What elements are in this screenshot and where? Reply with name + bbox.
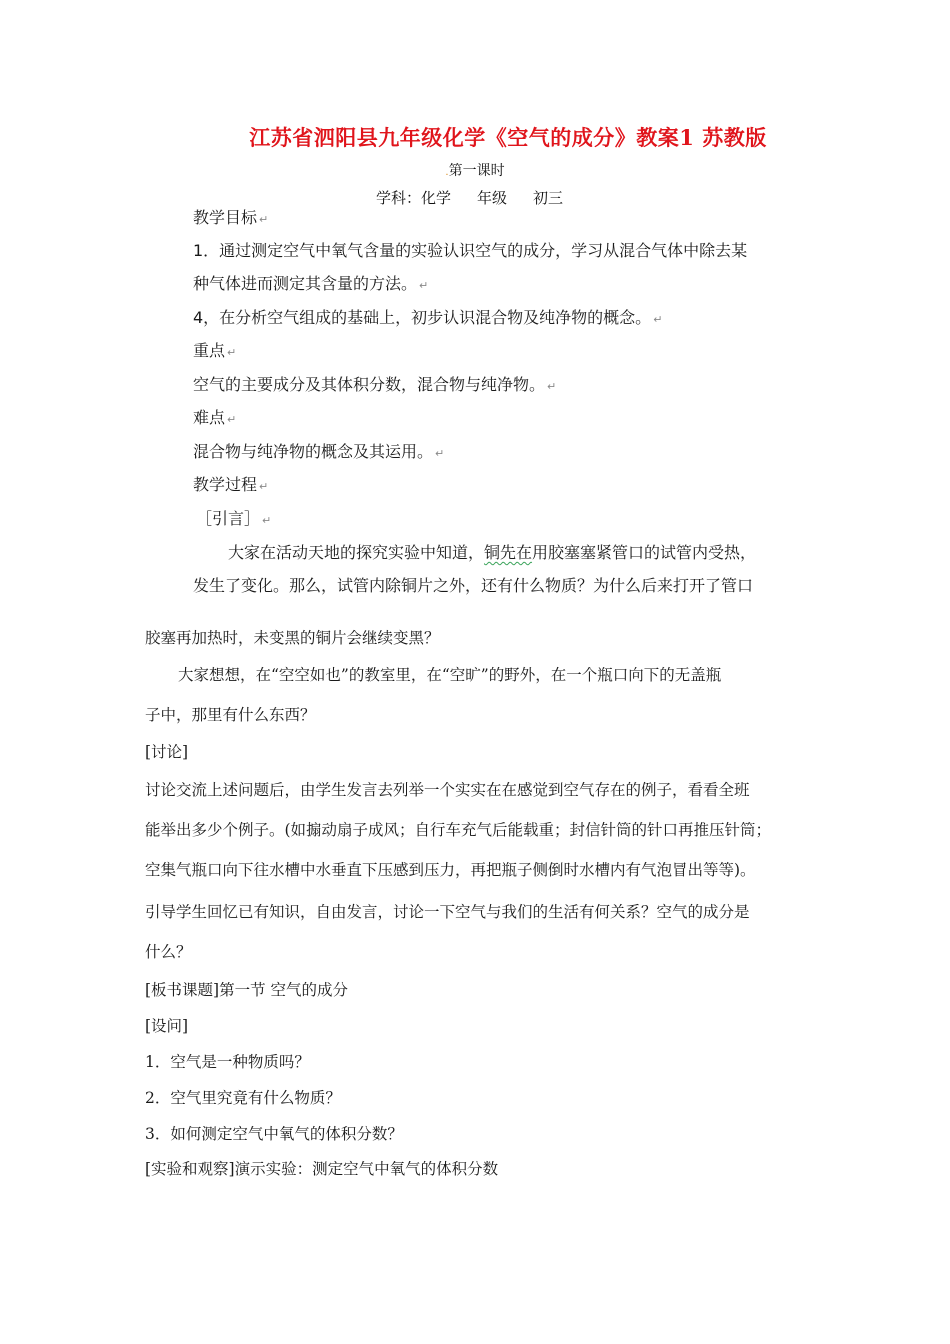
body-line-5: 讨论交流上述问题后，由学生发言去列举一个实实在在感觉到空气存在的例子，看看全班 xyxy=(145,781,750,799)
key-points-text: 空气的主要成分及其体积分数，混合物与纯净物。 ↵ xyxy=(193,375,557,394)
body-line-2: 大家想想，在“空空如也”的教室里，在“空旷”的野外，在一个瓶口向下的无盖瓶 xyxy=(178,666,722,684)
goal-4: 4，在分析空气组成的基础上，初步认识混合物及纯净物的概念。 ↵ xyxy=(193,308,663,327)
question-1: 1．空气是一种物质吗？ xyxy=(145,1053,310,1071)
body-line-9: 什么？ xyxy=(145,943,192,961)
grade-label: 年级 xyxy=(477,189,508,207)
subject-line xyxy=(376,187,589,208)
paragraph-mark: ↵ xyxy=(227,346,237,359)
paragraph-mark: ↵ xyxy=(547,380,557,393)
goal-1-line-1: 1．通过测定空气中氧气含量的实验认识空气的成分，学习从混合气体中除去某 xyxy=(193,241,748,260)
paragraph-mark: ↵ xyxy=(262,514,272,527)
grammar-flagged-text: 铜先在 xyxy=(484,543,533,562)
body-line-1: 胶塞再加热时，未变黑的铜片会继续变黑？ xyxy=(145,629,440,647)
paragraph-mark: ↵ xyxy=(259,480,269,493)
difficulties-heading: 难点 ↵ xyxy=(193,408,237,427)
key-points-heading: 重点 ↵ xyxy=(193,341,237,360)
intro-line-2: 发生了变化。那么，试管内除铜片之外，还有什么物质？为什么后来打开了管口 xyxy=(193,576,754,595)
lesson-number: .第一课时 xyxy=(445,163,505,179)
ask-tag: [设问] xyxy=(145,1017,189,1035)
body-line-6: 能举出多少个例子。(如搧动扇子成风；自行车充气后能载重；封信针筒的针口再推压针筒； xyxy=(145,821,772,839)
paragraph-mark: ↵ xyxy=(435,447,445,460)
intro-tag: ［引言］ ↵ xyxy=(196,509,272,528)
paragraph-mark: ↵ xyxy=(227,413,237,426)
board-title: [板书课题]第一节 空气的成分 xyxy=(145,981,349,999)
body-line-3: 子中，那里有什么东西？ xyxy=(145,706,316,724)
paragraph-mark: ↵ xyxy=(419,279,429,292)
body-line-8: 引导学生回忆已有知识，自由发言，讨论一下空气与我们的生活有何关系？空气的成分是 xyxy=(145,903,750,921)
paragraph-mark: ↵ xyxy=(653,313,663,326)
goals-heading: 教学目标 ↵ xyxy=(193,208,269,227)
question-3: 3．如何测定空气中氧气的体积分数？ xyxy=(145,1125,403,1143)
question-2: 2．空气里究竟有什么物质？ xyxy=(145,1089,341,1107)
process-heading: 教学过程 ↵ xyxy=(193,475,269,494)
grade-value: 初三 xyxy=(533,189,564,207)
marker-dot: . xyxy=(445,167,449,178)
subject-label: 学科：化学 xyxy=(376,189,452,207)
discuss-tag: [讨论] xyxy=(145,743,189,761)
experiment-line: [实验和观察]演示实验：测定空气中氧气的体积分数 xyxy=(145,1160,499,1178)
difficulties-text: 混合物与纯净物的概念及其运用。 ↵ xyxy=(193,442,445,461)
document-title: 江苏省泗阳县九年级化学《空气的成分》教案1 苏教版 xyxy=(249,125,767,150)
body-line-7: 空集气瓶口向下往水槽中水垂直下压感到压力，再把瓶子侧倒时水槽内有气泡冒出等等)。 xyxy=(145,861,756,879)
paragraph-mark: ↵ xyxy=(259,213,269,226)
intro-line-1: 大家在活动天地的探究实验中知道，铜先在用胶塞塞紧管口的试管内受热， xyxy=(228,543,757,562)
goal-1-line-2: 种气体进而测定其含量的方法。 ↵ xyxy=(193,274,429,293)
